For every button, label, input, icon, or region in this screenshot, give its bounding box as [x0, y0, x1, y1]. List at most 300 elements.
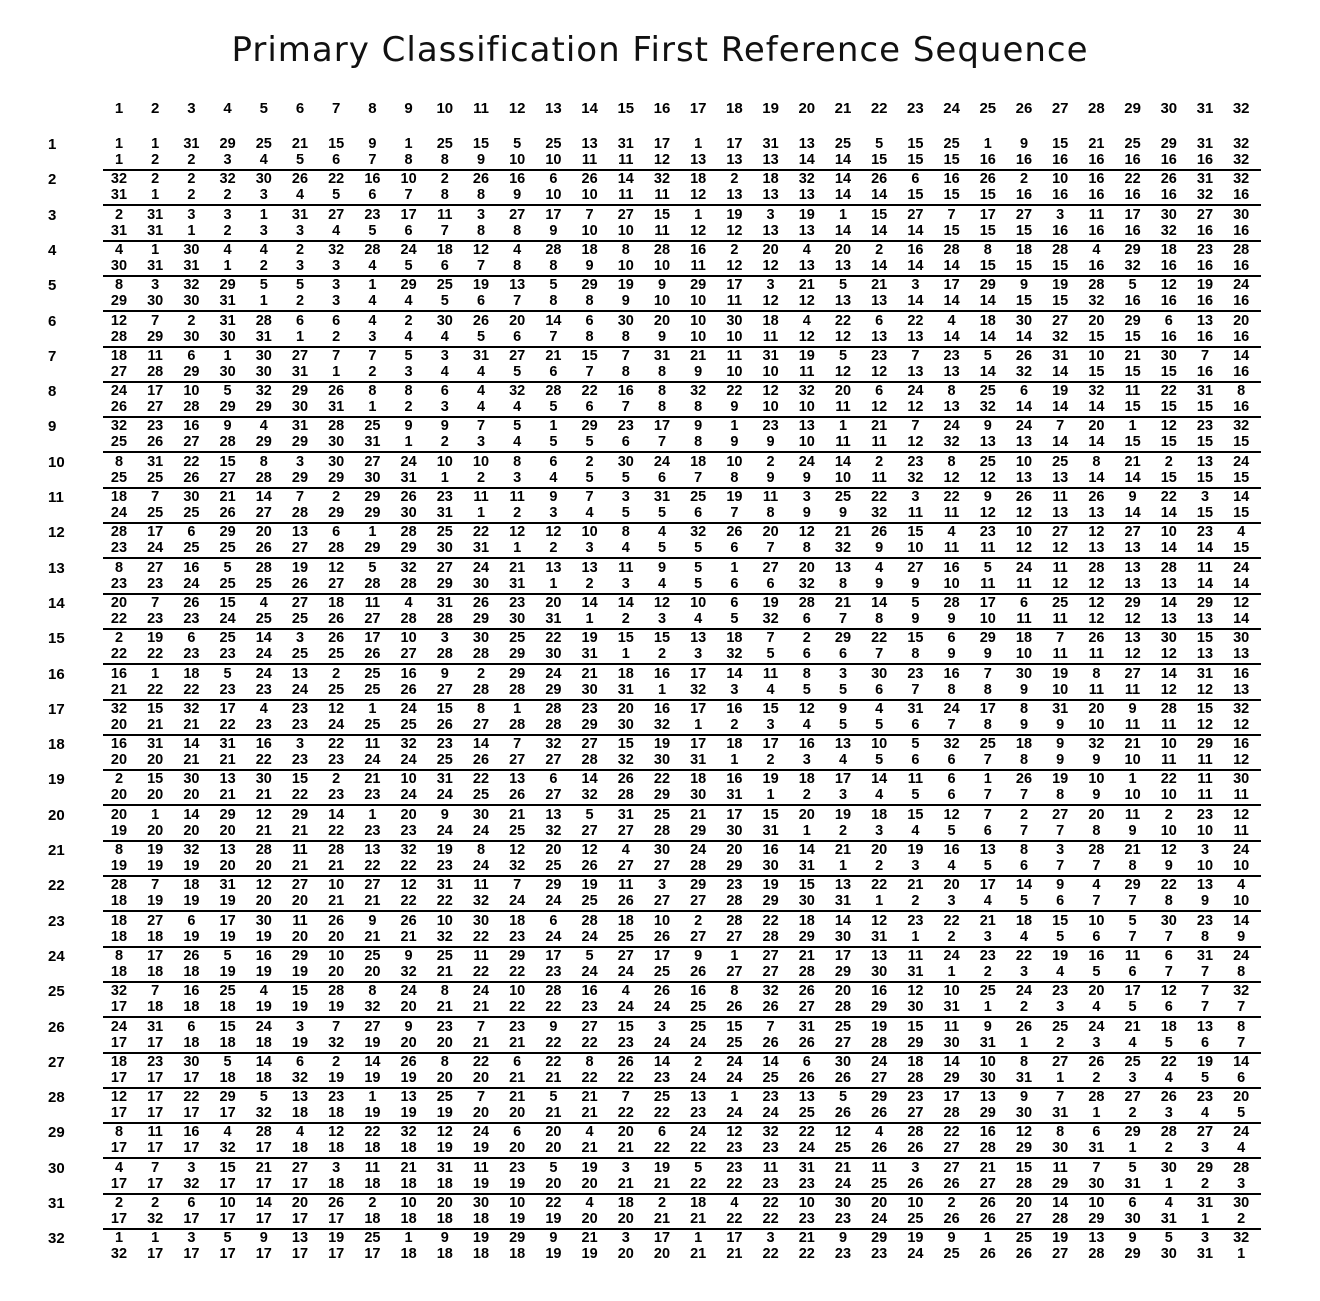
bottom-value-cell: 23: [798, 1211, 815, 1227]
top-value-cell: 13: [798, 136, 815, 152]
bottom-value-cell: 12: [943, 469, 960, 486]
top-value-cell: 19: [1052, 383, 1069, 400]
bottom-value-cell: 20: [291, 893, 309, 910]
bottom-value-cell: 14: [1124, 505, 1141, 521]
bottom-value-cell: 16: [1088, 257, 1105, 274]
bottom-value-cell: 10: [1124, 752, 1141, 769]
bottom-value-cell: 24: [472, 858, 490, 874]
top-value-cell: 15: [219, 1018, 236, 1035]
row-header: 17: [48, 700, 65, 718]
top-value-cell: 16: [110, 736, 128, 753]
top-value-cell: 29: [581, 277, 598, 294]
bottom-value-cell: 9: [1092, 787, 1101, 804]
top-value-cell: 29: [834, 630, 852, 647]
top-value-cell: 11: [618, 877, 634, 894]
bottom-value-cell: 3: [476, 434, 486, 451]
bottom-value-cell: 18: [436, 1211, 453, 1227]
top-value-cell: 32: [762, 1124, 779, 1141]
bottom-value-cell: 27: [726, 928, 743, 945]
bottom-value-cell: 18: [147, 928, 164, 945]
top-value-cell: 6: [911, 171, 920, 188]
top-value-cell: 24: [400, 983, 417, 1000]
top-value-cell: 18: [798, 771, 815, 788]
bottom-value-cell: 5: [657, 505, 667, 521]
bottom-value-cell: 15: [1233, 505, 1250, 521]
bottom-value-cell: 11: [1233, 822, 1249, 839]
top-value-cell: 16: [1233, 736, 1250, 753]
top-value-cell: 18: [617, 912, 634, 929]
bottom-value-cell: 23: [834, 1211, 852, 1227]
top-value-cell: 29: [1196, 594, 1214, 611]
bottom-value-cell: 24: [690, 1034, 707, 1051]
top-value-cell: 31: [653, 489, 671, 505]
top-value-cell: 24: [400, 453, 417, 470]
bottom-value-cell: 16: [1160, 187, 1177, 204]
top-value-cell: 32: [1233, 983, 1250, 1000]
bottom-value-cell: 3: [657, 610, 667, 627]
top-value-cell: 14: [255, 1053, 272, 1070]
top-value-cell: 2: [694, 912, 703, 929]
top-value-cell: 25: [1015, 1230, 1033, 1247]
top-value-cell: 14: [762, 1053, 779, 1070]
top-value-cell: 26: [979, 171, 996, 188]
column-header: 18: [726, 100, 743, 117]
top-value-cell: 25: [436, 1089, 453, 1106]
top-value-cell: 17: [147, 524, 164, 541]
bottom-value-cell: 9: [1128, 822, 1137, 839]
bottom-value-cell: 30: [762, 858, 779, 874]
top-value-cell: 2: [802, 630, 811, 647]
bottom-value-cell: 6: [368, 187, 377, 204]
top-value-cell: 20: [617, 700, 634, 717]
bottom-value-cell: 19: [291, 999, 309, 1016]
top-value-cell: 2: [1164, 453, 1173, 470]
top-value-cell: 26: [183, 594, 200, 611]
top-value-cell: 15: [871, 206, 888, 223]
bottom-value-cell: 13: [1160, 575, 1177, 592]
top-value-cell: 19: [762, 877, 779, 894]
bottom-value-cell: 8: [657, 399, 667, 416]
top-value-cell: 14: [1160, 665, 1177, 682]
bottom-value-cell: 1: [1237, 1246, 1246, 1263]
bottom-value-cell: 25: [834, 1140, 852, 1157]
bottom-value-cell: 26: [219, 505, 236, 521]
bottom-value-cell: 9: [947, 646, 956, 663]
bottom-value-cell: 27: [943, 1140, 960, 1157]
top-value-cell: 4: [621, 983, 630, 1000]
top-value-cell: 25: [1052, 1018, 1069, 1035]
bottom-value-cell: 20: [472, 1105, 490, 1122]
bottom-value-cell: 22: [545, 1034, 562, 1051]
top-value-cell: 9: [440, 1230, 449, 1247]
bottom-value-cell: 29: [653, 787, 671, 804]
bottom-value-cell: 19: [364, 1069, 381, 1086]
top-value-cell: 12: [472, 241, 490, 258]
bottom-value-cell: 27: [147, 399, 164, 416]
top-value-cell: 5: [259, 1089, 268, 1106]
top-value-cell: 14: [255, 1195, 272, 1211]
top-value-cell: 19: [328, 1230, 345, 1247]
top-value-cell: 14: [617, 594, 634, 611]
top-value-cell: 9: [368, 136, 377, 152]
top-value-cell: 1: [730, 418, 739, 435]
top-value-cell: 30: [1233, 630, 1250, 647]
bottom-value-cell: 28: [291, 505, 309, 521]
top-value-cell: 24: [798, 453, 815, 470]
top-value-cell: 18: [328, 594, 345, 611]
bottom-value-cell: 20: [147, 822, 164, 839]
bottom-value-cell: 22: [436, 893, 453, 910]
top-value-cell: 10: [979, 1053, 996, 1070]
top-value-cell: 11: [292, 842, 308, 858]
top-value-cell: 15: [617, 1018, 634, 1035]
bottom-value-cell: 1: [368, 399, 377, 416]
top-value-cell: 7: [621, 1089, 630, 1106]
bottom-value-cell: 4: [911, 822, 920, 839]
top-value-cell: 4: [585, 1124, 594, 1141]
top-value-cell: 31: [653, 347, 671, 364]
bottom-value-cell: 12: [871, 399, 888, 416]
bottom-value-cell: 13: [979, 434, 996, 451]
bottom-value-cell: 30: [1088, 1175, 1105, 1192]
bottom-value-cell: 15: [1233, 434, 1250, 451]
bottom-value-cell: 31: [762, 822, 779, 839]
top-value-cell: 21: [690, 347, 707, 364]
top-value-cell: 19: [1052, 947, 1069, 964]
bottom-value-cell: 4: [1056, 963, 1065, 980]
bottom-value-cell: 7: [730, 505, 739, 521]
bottom-value-cell: 13: [726, 152, 743, 168]
bottom-value-cell: 25: [545, 858, 562, 874]
bottom-value-cell: 21: [255, 787, 272, 804]
bottom-value-cell: 22: [255, 752, 272, 769]
bottom-value-cell: 20: [110, 716, 128, 733]
bottom-value-cell: 6: [1019, 858, 1029, 874]
top-value-cell: 1: [368, 524, 377, 541]
top-value-cell: 24: [1233, 559, 1250, 576]
top-value-cell: 31: [436, 771, 453, 788]
top-value-cell: 11: [871, 1159, 887, 1176]
bottom-value-cell: 28: [690, 858, 707, 874]
bottom-value-cell: 12: [1196, 681, 1214, 698]
top-value-cell: 29: [1124, 312, 1141, 329]
bottom-value-cell: 7: [1128, 893, 1137, 910]
bottom-value-cell: 2: [875, 858, 884, 874]
top-value-cell: 2: [332, 771, 341, 788]
top-value-cell: 15: [219, 594, 236, 611]
top-value-cell: 21: [509, 559, 526, 576]
bottom-value-cell: 9: [476, 152, 486, 168]
bottom-value-cell: 23: [183, 646, 200, 663]
top-value-cell: 5: [549, 1159, 558, 1176]
top-value-cell: 10: [1160, 524, 1177, 541]
top-value-cell: 8: [513, 453, 522, 470]
top-value-cell: 1: [151, 806, 160, 823]
top-value-cell: 30: [1160, 1159, 1177, 1176]
bottom-value-cell: 32: [617, 752, 634, 769]
top-value-cell: 27: [581, 736, 598, 753]
bottom-value-cell: 15: [943, 152, 960, 168]
bottom-value-cell: 25: [328, 646, 345, 663]
bottom-value-cell: 11: [980, 540, 996, 557]
bottom-value-cell: 2: [368, 363, 377, 380]
top-value-cell: 12: [943, 806, 960, 823]
bottom-value-cell: 21: [255, 822, 272, 839]
bottom-value-cell: 17: [147, 1140, 164, 1157]
top-value-cell: 28: [726, 912, 743, 929]
bottom-value-cell: 19: [219, 928, 236, 945]
top-value-cell: 17: [219, 912, 236, 929]
top-value-cell: 5: [223, 665, 232, 682]
top-value-cell: 12: [1160, 983, 1177, 1000]
top-value-cell: 2: [151, 171, 160, 188]
top-value-cell: 11: [364, 1159, 381, 1176]
top-value-cell: 10: [726, 453, 743, 470]
top-value-cell: 31: [1052, 347, 1069, 364]
top-value-cell: 22: [1160, 383, 1177, 400]
top-value-cell: 4: [404, 594, 413, 611]
bottom-value-cell: 28: [147, 363, 164, 380]
top-value-cell: 3: [187, 1230, 196, 1247]
bottom-value-cell: 24: [690, 1069, 707, 1086]
bottom-value-cell: 15: [1015, 257, 1033, 274]
top-value-cell: 31: [147, 736, 164, 753]
top-value-cell: 30: [1160, 347, 1177, 364]
top-value-cell: 21: [871, 277, 888, 294]
bottom-value-cell: 1: [911, 928, 920, 945]
bottom-value-cell: 13: [1052, 505, 1069, 521]
top-value-cell: 10: [328, 877, 345, 894]
top-value-cell: 4: [657, 524, 667, 541]
top-value-cell: 27: [509, 347, 526, 364]
top-value-cell: 16: [1088, 947, 1105, 964]
bottom-value-cell: 29: [1015, 1140, 1033, 1157]
bottom-value-cell: 8: [911, 646, 920, 663]
top-value-cell: 13: [291, 665, 309, 682]
top-value-cell: 15: [1052, 912, 1069, 929]
bottom-value-cell: 22: [617, 1069, 634, 1086]
bottom-value-cell: 11: [943, 505, 960, 521]
bottom-value-cell: 18: [110, 928, 128, 945]
bottom-value-cell: 8: [476, 222, 486, 239]
bottom-value-cell: 26: [834, 1105, 852, 1122]
bottom-value-cell: 29: [834, 963, 852, 980]
top-value-cell: 32: [110, 418, 128, 435]
top-value-cell: 30: [472, 806, 490, 823]
bottom-value-cell: 19: [472, 1140, 490, 1157]
top-value-cell: 24: [472, 559, 490, 576]
bottom-value-cell: 26: [979, 1211, 996, 1227]
top-value-cell: 25: [364, 1230, 381, 1247]
bottom-value-cell: 4: [875, 787, 884, 804]
top-value-cell: 21: [219, 489, 236, 505]
top-value-cell: 23: [147, 418, 164, 435]
top-value-cell: 24: [110, 1018, 128, 1035]
top-value-cell: 1: [983, 1230, 992, 1247]
bottom-value-cell: 2: [911, 893, 920, 910]
bottom-value-cell: 16: [1015, 152, 1033, 168]
top-value-cell: 22: [762, 912, 779, 929]
top-value-cell: 14: [653, 1053, 671, 1070]
top-value-cell: 21: [509, 806, 526, 823]
bottom-value-cell: 13: [943, 363, 960, 380]
top-value-cell: 1: [151, 665, 160, 682]
top-value-cell: 2: [1019, 806, 1029, 823]
bottom-value-cell: 29: [1124, 1246, 1141, 1263]
bottom-value-cell: 17: [110, 1175, 128, 1192]
bottom-value-cell: 31: [545, 610, 562, 627]
bottom-value-cell: 19: [291, 1034, 309, 1051]
bottom-value-cell: 9: [730, 399, 739, 416]
bottom-value-cell: 8: [476, 187, 486, 204]
top-value-cell: 1: [694, 1230, 703, 1247]
bottom-value-cell: 4: [476, 363, 486, 380]
bottom-value-cell: 24: [581, 963, 598, 980]
bottom-value-cell: 19: [364, 1105, 381, 1122]
top-value-cell: 6: [295, 312, 305, 329]
top-value-cell: 13: [545, 559, 562, 576]
bottom-value-cell: 26: [364, 646, 381, 663]
top-value-cell: 3: [332, 277, 341, 294]
top-value-cell: 5: [838, 1089, 848, 1106]
top-value-cell: 10: [690, 594, 707, 611]
top-value-cell: 24: [255, 665, 272, 682]
top-value-cell: 30: [653, 842, 671, 858]
bottom-value-cell: 30: [436, 540, 453, 557]
bottom-value-cell: 12: [907, 399, 924, 416]
top-value-cell: 12: [328, 700, 345, 717]
bottom-value-cell: 15: [1088, 328, 1105, 345]
bottom-value-cell: 27: [364, 610, 381, 627]
top-value-cell: 7: [332, 347, 341, 364]
top-value-cell: 23: [436, 1018, 453, 1035]
bottom-value-cell: 20: [110, 787, 128, 804]
top-value-cell: 3: [295, 736, 305, 753]
bottom-value-cell: 18: [255, 1069, 272, 1086]
top-value-cell: 28: [1233, 1159, 1250, 1176]
bottom-value-cell: 1: [657, 681, 667, 698]
bottom-value-cell: 14: [1015, 328, 1033, 345]
bottom-value-cell: 24: [726, 1105, 743, 1122]
bottom-value-cell: 10: [690, 293, 707, 310]
bottom-value-cell: 9: [1092, 752, 1101, 769]
bottom-value-cell: 23: [110, 540, 128, 557]
bottom-value-cell: 10: [1015, 646, 1033, 663]
bottom-value-cell: 26: [943, 1211, 960, 1227]
top-value-cell: 25: [979, 453, 996, 470]
top-value-cell: 8: [621, 241, 630, 258]
bottom-value-cell: 24: [762, 1105, 779, 1122]
top-value-cell: 28: [1088, 1089, 1105, 1106]
bottom-value-cell: 1: [1056, 1069, 1065, 1086]
top-value-cell: 2: [332, 489, 341, 505]
top-value-cell: 22: [871, 630, 888, 647]
top-value-cell: 28: [545, 241, 562, 258]
top-value-cell: 21: [1124, 736, 1141, 753]
bottom-value-cell: 3: [1092, 1034, 1101, 1051]
bottom-value-cell: 10: [690, 328, 707, 345]
top-value-cell: 32: [219, 171, 236, 188]
top-value-cell: 16: [255, 736, 272, 753]
top-value-cell: 19: [1196, 277, 1214, 294]
column-header: 13: [545, 100, 562, 117]
bottom-value-cell: 15: [1124, 328, 1141, 345]
bottom-value-cell: 12: [798, 293, 815, 310]
top-value-cell: 15: [617, 736, 634, 753]
top-value-cell: 18: [690, 771, 707, 788]
top-value-cell: 25: [979, 983, 996, 1000]
bottom-value-cell: 1: [1128, 1140, 1137, 1157]
top-value-cell: 20: [1088, 418, 1105, 435]
bottom-value-cell: 17: [147, 1105, 164, 1122]
bottom-value-cell: 3: [983, 928, 992, 945]
bottom-value-cell: 7: [1019, 787, 1029, 804]
top-value-cell: 17: [762, 736, 779, 753]
column-header: 12: [508, 100, 526, 117]
column-header: 3: [187, 100, 196, 117]
top-value-cell: 19: [291, 559, 309, 576]
bottom-value-cell: 31: [907, 963, 924, 980]
bottom-value-cell: 32: [255, 1105, 272, 1122]
bottom-value-cell: 25: [653, 963, 671, 980]
bottom-value-cell: 4: [440, 328, 449, 345]
bottom-value-cell: 8: [983, 681, 992, 698]
top-value-cell: 7: [476, 1089, 486, 1106]
top-value-cell: 10: [943, 983, 960, 1000]
top-value-cell: 3: [476, 206, 486, 223]
top-value-cell: 2: [332, 1053, 341, 1070]
top-value-cell: 21: [1124, 347, 1141, 364]
top-value-cell: 13: [291, 524, 309, 541]
top-value-cell: 28: [581, 912, 598, 929]
top-value-cell: 9: [838, 1230, 848, 1247]
top-value-cell: 26: [979, 1195, 996, 1211]
bottom-value-cell: 3: [1128, 1069, 1137, 1086]
top-value-cell: 32: [1233, 171, 1250, 188]
top-value-cell: 23: [364, 206, 381, 223]
top-value-cell: 28: [943, 241, 960, 258]
bottom-value-cell: 31: [581, 646, 598, 663]
bottom-value-cell: 25: [255, 575, 272, 592]
top-value-cell: 1: [730, 559, 739, 576]
top-value-cell: 26: [400, 912, 417, 929]
top-value-cell: 17: [690, 700, 707, 717]
top-value-cell: 16: [907, 241, 924, 258]
bottom-value-cell: 5: [875, 752, 884, 769]
top-value-cell: 10: [871, 736, 888, 753]
row-header: 20: [48, 806, 65, 824]
top-value-cell: 17: [147, 947, 164, 964]
bottom-value-cell: 32: [509, 858, 526, 874]
top-value-cell: 6: [730, 594, 739, 611]
bottom-value-cell: 27: [726, 963, 743, 980]
top-value-cell: 9: [223, 418, 232, 435]
top-value-cell: 11: [1197, 559, 1213, 576]
top-value-cell: 29: [1124, 877, 1141, 894]
top-value-cell: 15: [1052, 136, 1069, 152]
top-value-cell: 26: [400, 1053, 417, 1070]
bottom-value-cell: 23: [581, 999, 598, 1016]
top-value-cell: 13: [871, 947, 888, 964]
top-value-cell: 18: [110, 347, 128, 364]
top-value-cell: 23: [328, 1089, 345, 1106]
bottom-value-cell: 9: [1237, 928, 1246, 945]
bottom-value-cell: 10: [1088, 716, 1105, 733]
top-value-cell: 4: [223, 1124, 232, 1141]
bottom-value-cell: 7: [657, 434, 667, 451]
top-value-cell: 9: [1056, 736, 1065, 753]
bottom-value-cell: 2: [295, 293, 305, 310]
